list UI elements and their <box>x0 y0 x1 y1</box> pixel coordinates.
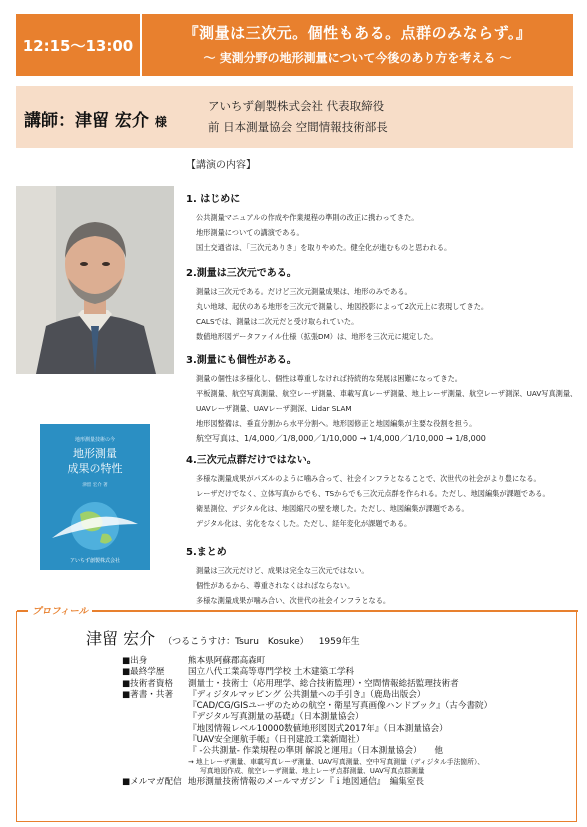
profile-row <box>122 712 492 723</box>
section-3 <box>186 351 576 446</box>
lecturer-name <box>24 106 167 131</box>
lecturer-affiliation <box>208 96 388 138</box>
section-heading: 5.まとめ <box>186 547 227 558</box>
globe-illustration <box>50 494 140 554</box>
profile-value: 『 -公共測量- 作業規程の準則 解説と運用』（日本測量協会） 他 <box>188 746 444 757</box>
profile-value: 測量士・技術士（応用理学、総合技術監理）・空間情報総括監理技術者 <box>188 678 459 689</box>
profile-row <box>122 701 492 712</box>
session-time: 12:15～13:00 <box>16 14 140 76</box>
section-heading: 2.測量は三次元である。 <box>186 268 297 279</box>
section-line: 多様な測量成果がパズルのように噛み合って、社会インフラとなることで、次世代の社会がより豊になる。 <box>196 474 541 483</box>
lecturer-name-text: 講師：津留 宏介 <box>24 111 149 131</box>
lecturer-affiliation-1: アいちず創製株式会社 代表取締役 <box>208 99 385 113</box>
section-line: 数値地形図データファイル仕様（拡張DM）は、地形を三次元に規定した。 <box>196 332 438 341</box>
contents-title: 【講演の内容】 <box>186 160 256 171</box>
section-heading: 3.測量にも個性がある。 <box>186 355 297 366</box>
book-publisher: アいちず創製株式会社 <box>69 558 120 564</box>
section-line: 地形図整備は、垂直分割から水平分割へ。地形図修正と地図編集が主要な役割を担う。 <box>196 419 477 428</box>
profile-row <box>122 746 492 757</box>
session-title: 『測量は三次元。個性もある。点群のみならず。』 <box>183 24 532 42</box>
profile-key <box>122 746 188 757</box>
profile-row <box>122 679 492 690</box>
profile-label: プロフィール <box>28 603 92 617</box>
book-title <box>40 446 150 476</box>
section-line: 多様な測量成果が噛み合い、次世代の社会インフラとなる。 <box>196 596 391 605</box>
session-subtitle: ～ 実測分野の地形測量について今後のあり方を考える ～ <box>203 51 512 65</box>
profile-row <box>122 690 492 701</box>
profile-details <box>122 656 492 788</box>
lecturer-honorific: 様 <box>154 115 167 129</box>
book-top-text: 地形測量技術の今 <box>74 437 115 443</box>
section-4 <box>186 451 576 531</box>
profile-name <box>86 626 360 649</box>
profile-key <box>122 724 188 735</box>
profile-value: 『CAD/CG/GISユーザのための航空・衛星写真画像ハンドブック』（古今書院） <box>188 701 493 712</box>
profile-key: ■技術者資格 <box>122 678 174 689</box>
profile-note-1: → 地上レーザ測量、車載写真レーザ測量、UAV写真測量、空中写真測量（ディジタル手法箇所）、 <box>188 757 485 766</box>
section-line: 測量の個性は多様化し、個性は尊重しなければ持続的な発展は困難になってきた。 <box>196 374 462 383</box>
profile-row <box>122 724 492 735</box>
profile-note-2: 写真地図作成、航空レーザ測量、地上レーザ点群測量、UAV写真点群測量 <box>200 767 425 776</box>
section-line: UAVレーザ測量、UAVレーザ測深、Lidar SLAM <box>196 404 352 413</box>
section-line: 測量は三次元だけど、成果は完全な三次元ではない。 <box>196 566 369 575</box>
section-line: デジタル化は、劣化をなくした。ただし、経年変化が課題である。 <box>196 519 412 528</box>
section-line: 衛星測位、デジタル化は、地図縮尺の壁を壊した。ただし、地図編集が課題である。 <box>196 504 469 513</box>
profile-key: ■著書・共著 <box>122 689 174 700</box>
section-heading: 1. はじめに <box>186 194 241 205</box>
profile-divider <box>17 610 578 612</box>
profile-value: 国立八代工業高等専門学校 土木建築工学科 <box>188 667 355 678</box>
book-title-line1: 地形測量 <box>73 447 117 460</box>
section-heading: 4.三次元点群だけではない。 <box>186 455 317 466</box>
section-5 <box>186 543 576 608</box>
section-line: 測量は三次元である。だけど三次元測量成果は、地形のみである。 <box>196 287 412 296</box>
book-title-line2: 成果の特性 <box>67 462 123 475</box>
profile-value: 地形測量技術情報のメールマガジン『ｉ地図通信』 編集室長 <box>188 776 424 787</box>
profile-row <box>122 667 492 678</box>
profile-birth-year: 1959年生 <box>318 637 360 647</box>
profile-key <box>122 735 188 746</box>
profile-key <box>122 712 188 723</box>
section-1 <box>186 190 576 255</box>
section-line: 個性があるから、尊重されなくはればならない。 <box>196 581 355 590</box>
profile-value: 『地図情報レベル10000数値地形図図式2017年』（日本測量協会） <box>188 723 448 734</box>
lecturer-photo <box>16 186 174 374</box>
profile-value: 『UAV安全運航手帳』（日刊建設工業新聞社） <box>188 735 365 746</box>
profile-key: ■出身 <box>122 656 148 666</box>
section-line: レーザだけでなく、立体写真からでも、TSからでも三次元点群を作られる。ただし、地図編集が課題である。 <box>196 489 550 498</box>
section-line: 航空写真は、1/4,000／1/8,000／1/10,000 → 1/4,000／1/10,000 → 1/8,000 <box>196 434 486 443</box>
profile-value: 『ディジタルマッピング 公共測量への手引き』（鹿島出版会） <box>188 689 426 700</box>
section-line: 国土交通省は、「三次元ありき」を取りやめた。健全化が進むものと思われる。 <box>196 243 452 252</box>
section-line: 丸い地球、起伏のある地形を三次元で測量し、地図投影によって2次元上に表現してきた。 <box>196 302 489 311</box>
profile-row <box>122 735 492 746</box>
section-line: 平板測量、航空写真測量、航空レーザ測量、車載写真レーザ測量、地上レーザ測量、航空レーザ測深、UAV写真測量、 <box>196 389 578 398</box>
profile-name-text: 津留 宏介 <box>86 629 156 648</box>
section-line: CALSでは、測量は二次元だと受け取られていた。 <box>196 317 359 326</box>
lecturer-affiliation-2: 前 日本測量協会 空間情報技術部長 <box>208 120 388 134</box>
section-2 <box>186 264 576 344</box>
profile-key: ■最終学歴 <box>122 667 165 678</box>
profile-value: 『デジタル写真測量の基礎』（日本測量協会） <box>188 712 364 723</box>
book-author: 津留 宏介 著 <box>82 483 108 488</box>
profile-kana: （つるこうすけ：Tsuru Kosuke） <box>163 637 309 647</box>
book-cover <box>40 424 150 570</box>
session-header <box>16 14 573 76</box>
profile-row-mail <box>122 777 492 788</box>
lecturer-band <box>16 86 573 148</box>
profile-row <box>122 656 492 667</box>
profile-value: 熊本県阿蘇郡高森町 <box>188 656 266 666</box>
profile-key: ■メルマガ配信 <box>122 776 182 787</box>
profile-key <box>122 701 188 712</box>
session-title-box <box>142 14 573 76</box>
section-line: 公共測量マニュアルの作成や作業規程の準則の改正に携わってきた。 <box>196 213 419 222</box>
portrait-illustration <box>16 186 174 374</box>
section-line: 地形測量についての講演である。 <box>196 228 304 237</box>
